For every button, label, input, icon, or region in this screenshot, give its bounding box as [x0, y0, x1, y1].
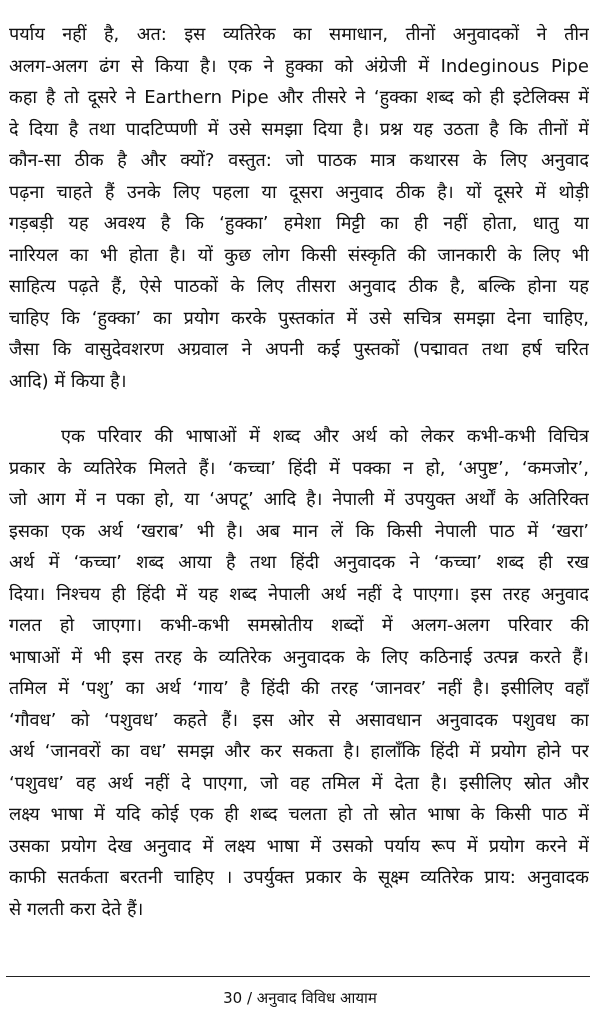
- text-line: ‘पशुवध’ वह अर्थ नहीं दे पाएगा, जो वह तमिल में देता है। इसीलिए स्रोत और: [9, 772, 589, 794]
- text-line: गड़बड़ी यह अवश्य है कि ‘हुक्का’ हमेशा मिट्टी का ही नहीं होता, धातु या: [9, 213, 589, 234]
- page-footer: 30 / अनुवाद विविध आयाम: [223, 989, 377, 1007]
- text-line: अर्थ ‘जानवरों का वध’ समझ और कर सकता है। हालाँकि हिंदी में प्रयोग होने पर: [9, 741, 589, 762]
- text-line: से गलती करा देते हैं।: [9, 898, 144, 920]
- text-line: कहा है तो दूसरे ने Earthern Pipe और तीसरे ने ‘हुक्का शब्द को ही इटेलिक्स में: [9, 87, 589, 108]
- text-line: पर्याय नहीं है, अत: इस व्यतिरेक का समाधान, तीनों अनुवादकों ने तीन: [9, 24, 589, 45]
- text-line: काफी सतर्कता बरतनी चाहिए । उपर्युक्त प्रकार के सूक्ष्म व्यतिरेक प्राय: अनुवादक: [9, 867, 589, 888]
- text-line: नारियल का भी होता है। यों कुछ लोग किसी संस्कृति की जानकारी के लिए भी: [9, 244, 589, 266]
- text-line: तमिल में ‘पशु’ का अर्थ ‘गाय’ है हिंदी की तरह ‘जानवर’ नहीं है। इसीलिए वहाँ: [9, 678, 589, 699]
- text-line: दे दिया है तथा पादटिप्पणी में उसे समझा दिया है। प्रश्न यह उठता है कि तीनों में: [9, 118, 589, 140]
- text-line: आदि) में किया है।: [9, 370, 127, 392]
- text-line: पढ़ना चाहते हैं उनके लिए पहला या दूसरा अनुवाद ठीक है। यों दूसरे में थोड़ी: [9, 181, 589, 203]
- text-line: एक परिवार की भाषाओं में शब्द और अर्थ को लेकर कभी-कभी विचित्र: [61, 426, 589, 447]
- text-line: अलग-अलग ढंग से किया है। एक ने हुक्का को अंग्रेजी में Indeginous Pipe: [9, 55, 589, 77]
- footer-rule: [6, 976, 590, 977]
- paragraph-2: [9, 421, 589, 925]
- body-text: [9, 19, 589, 925]
- paragraph-spacer: [9, 397, 589, 421]
- text-line: भाषाओं में भी इस तरह के व्यतिरेक अनुवादक के लिए कठिनाई उत्पन्न करते हैं।: [9, 646, 589, 668]
- text-line: उसका प्रयोग देख अनुवाद में लक्ष्य भाषा में उसको पर्याय रूप में प्रयोग करने में: [9, 835, 589, 857]
- text-line: साहित्य पढ़ते हैं, ऐसे पाठकों के लिए तीसरा अनुवाद ठीक है, बल्कि होना यह: [9, 276, 589, 297]
- text-line: लक्ष्य भाषा में यदि कोई एक ही शब्द चलता हो तो स्रोत भाषा के किसी पाठ में: [9, 804, 589, 825]
- text-line: चाहिए कि ‘हुक्का’ का प्रयोग करके पुस्तकांत में उसे सचित्र समझा देना चाहिए,: [9, 307, 589, 329]
- text-line: कौन-सा ठीक है और क्यों? वस्तुत: जो पाठक मात्र कथारस के लिए अनुवाद: [9, 150, 589, 171]
- text-line: जो आग में न पका हो, या ‘अपटू’ आदि है। नेपाली में उपयुक्त अर्थों के अतिरिक्त: [9, 489, 589, 510]
- paragraph-1: [9, 19, 589, 397]
- text-line: जैसा कि वासुदेवशरण अग्रवाल ने अपनी कई पुस्तकों (पद्मावत तथा हर्ष चरित: [9, 339, 589, 360]
- text-line: प्रकार के व्यतिरेक मिलते हैं। ‘कच्चा’ हिंदी में पक्का न हो, ‘अपुष्ट’, ‘कमजोर’,: [9, 457, 589, 479]
- text-line: दिया। निश्चय ही हिंदी में यह शब्द नेपाली अर्थ नहीं दे पाएगा। इस तरह अनुवाद: [9, 583, 589, 605]
- text-line: इसका एक अर्थ ‘खराब’ भी है। अब मान लें कि किसी नेपाली पाठ में ‘खरा’: [9, 520, 589, 542]
- text-line: अर्थ में ‘कच्चा’ शब्द आया है तथा हिंदी अनुवादक ने ‘कच्चा’ शब्द ही रख: [9, 552, 589, 573]
- text-line: गलत हो जाएगा। कभी-कभी समस्रोतीय शब्दों में अलग-अलग परिवार की: [9, 615, 589, 636]
- text-line: ‘गौवध’ को ‘पशुवध’ कहते हैं। इस ओर से असावधान अनुवादक पशुवध का: [9, 709, 589, 731]
